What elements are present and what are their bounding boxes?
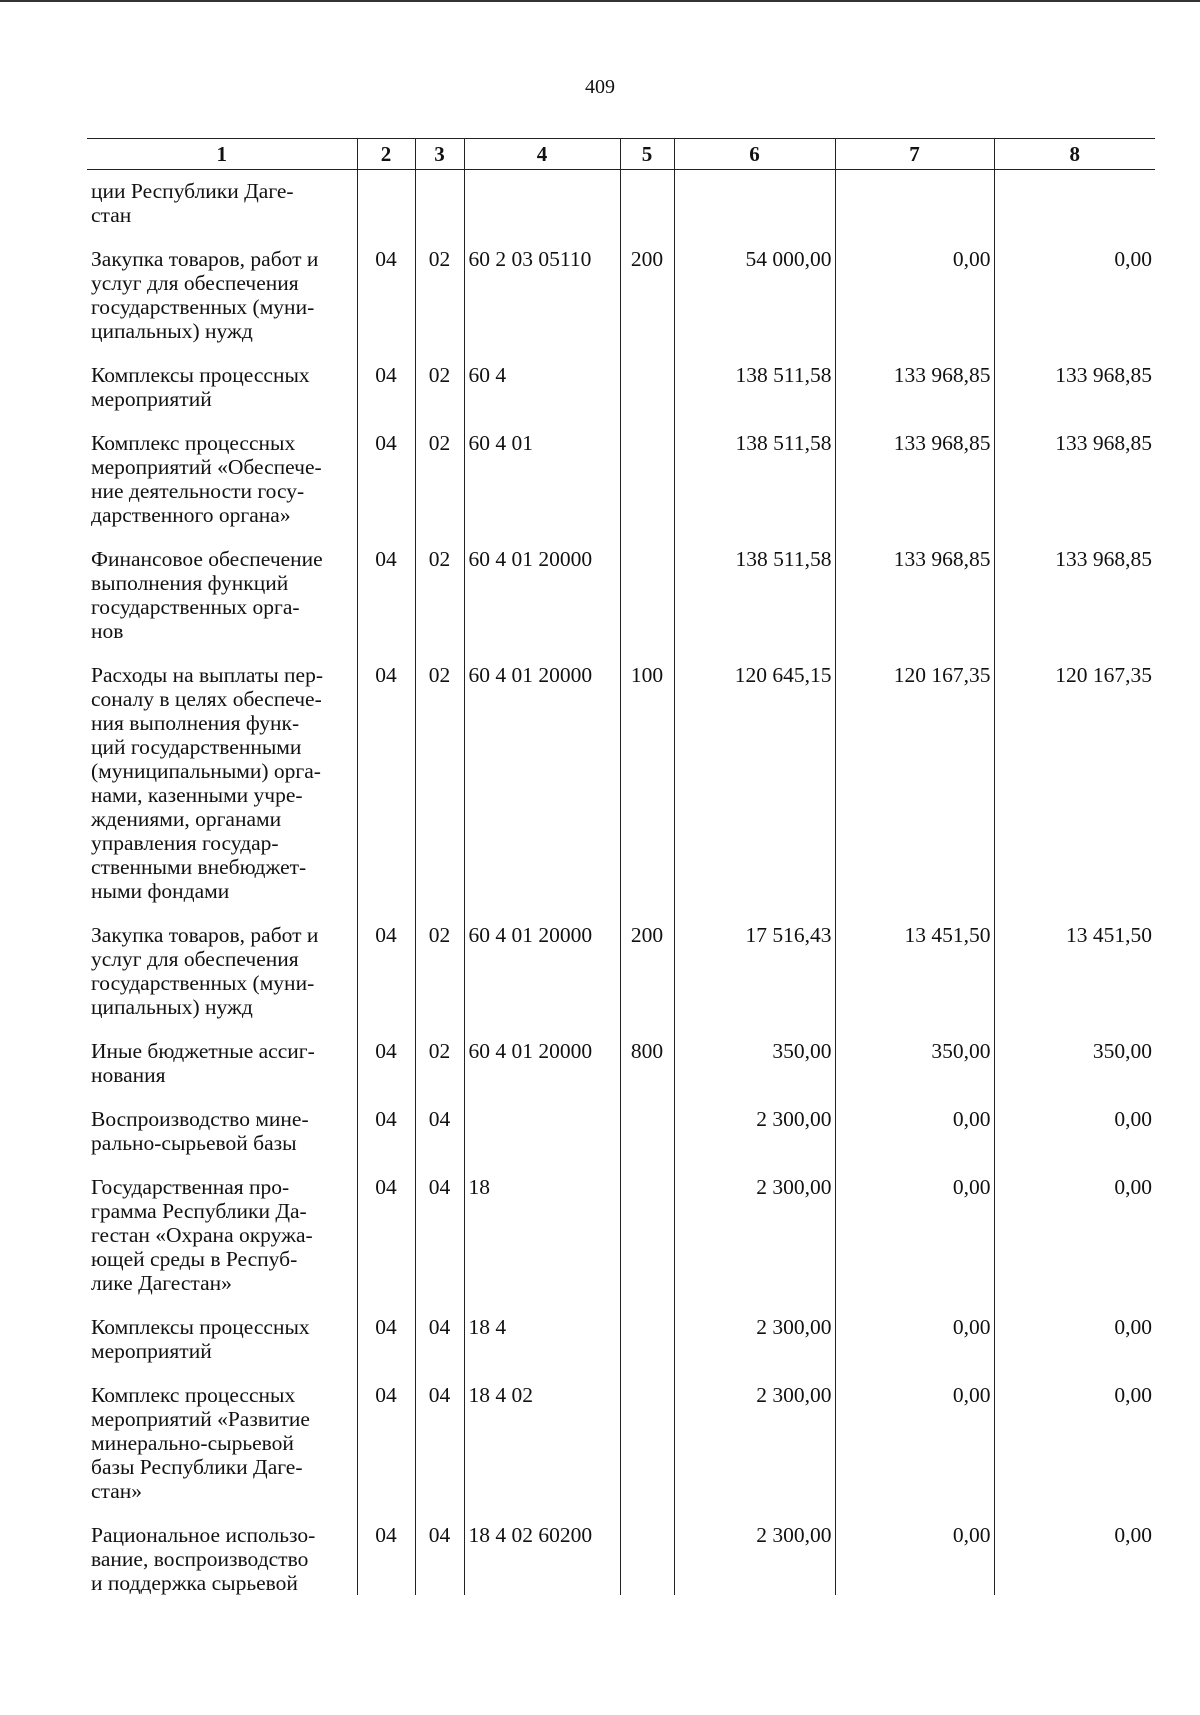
- page-top-edge: [0, 0, 1200, 2]
- cell-col2: 04: [357, 663, 415, 903]
- spacer-cell: [835, 643, 994, 663]
- cell-col6: 2 300,00: [674, 1175, 835, 1295]
- cell-col5: 800: [620, 1039, 674, 1087]
- row-spacer: [87, 343, 1155, 363]
- table-body: [87, 170, 1155, 1596]
- spacer-cell: [674, 903, 835, 923]
- cell-col8: 0,00: [994, 1175, 1155, 1295]
- spacer-cell: [994, 1295, 1155, 1315]
- spacer-cell: [415, 1087, 464, 1107]
- table-row: [87, 1383, 1155, 1503]
- cell-col2: 04: [357, 247, 415, 343]
- cell-col4: 18 4 02 60200: [464, 1523, 620, 1595]
- cell-name: Комплексы процессных мероприятий: [91, 1315, 310, 1363]
- cell-col3: 02: [415, 1039, 464, 1087]
- cell-col5: [620, 179, 674, 227]
- cell-name: Закупка товаров, работ и услуг для обеспечения государственных (муни- ципальных) нужд: [91, 923, 319, 1019]
- cell-name: Комплекс процессных мероприятий «Обеспече- ние деятельности госу- дарственного органа»: [91, 431, 322, 527]
- table-row: [87, 1039, 1155, 1087]
- spacer-cell: [87, 411, 357, 431]
- spacer-cell: [620, 227, 674, 247]
- cell-col2: 04: [357, 431, 415, 527]
- cell-col5: [620, 1175, 674, 1295]
- cell-col2: [357, 179, 415, 227]
- spacer-cell: [620, 1363, 674, 1383]
- row-spacer: [87, 903, 1155, 923]
- spacer-cell: [87, 1087, 357, 1107]
- spacer-cell: [994, 170, 1155, 180]
- spacer-cell: [620, 1087, 674, 1107]
- spacer-cell: [835, 1503, 994, 1523]
- page-number: 409: [585, 76, 615, 98]
- cell-col2: 04: [357, 1523, 415, 1595]
- cell-name: Государственная про- грамма Республики Да- гестан «Охрана окружа- ющей среды в Респуб- лике Дагестан»: [91, 1175, 313, 1295]
- spacer-cell: [835, 170, 994, 180]
- cell-col4: 60 4 01 20000: [464, 663, 620, 903]
- spacer-cell: [994, 1363, 1155, 1383]
- spacer-cell: [835, 1087, 994, 1107]
- table-row: [87, 547, 1155, 643]
- cell-col6: 2 300,00: [674, 1107, 835, 1155]
- cell-col4: 60 4 01: [464, 431, 620, 527]
- spacer-cell: [620, 1295, 674, 1315]
- cell-col7: 13 451,50: [835, 923, 994, 1019]
- table-row: [87, 663, 1155, 903]
- spacer-cell: [994, 1087, 1155, 1107]
- cell-col5: [620, 363, 674, 411]
- cell-col5: [620, 431, 674, 527]
- spacer-cell: [994, 1503, 1155, 1523]
- spacer-cell: [87, 903, 357, 923]
- cell-col2: 04: [357, 923, 415, 1019]
- spacer-cell: [674, 1155, 835, 1175]
- spacer-cell: [357, 1503, 415, 1523]
- cell-col4: 18: [464, 1175, 620, 1295]
- cell-col2: 04: [357, 1107, 415, 1155]
- spacer-cell: [87, 170, 357, 180]
- cell-col4: 18 4: [464, 1315, 620, 1363]
- spacer-cell: [835, 1155, 994, 1175]
- spacer-cell: [674, 527, 835, 547]
- spacer-cell: [620, 1155, 674, 1175]
- spacer-cell: [994, 411, 1155, 431]
- cell-col6: 138 511,58: [674, 431, 835, 527]
- spacer-cell: [464, 411, 620, 431]
- cell-col6: 138 511,58: [674, 547, 835, 643]
- row-spacer: [87, 1087, 1155, 1107]
- table-row: [87, 431, 1155, 527]
- spacer-cell: [994, 903, 1155, 923]
- cell-col6: [674, 179, 835, 227]
- row-spacer: [87, 1155, 1155, 1175]
- cell-col3: 02: [415, 247, 464, 343]
- table-row: [87, 363, 1155, 411]
- cell-col6: 2 300,00: [674, 1383, 835, 1503]
- cell-col3: 02: [415, 363, 464, 411]
- row-spacer: [87, 1503, 1155, 1523]
- spacer-cell: [464, 1363, 620, 1383]
- cell-col3: [415, 179, 464, 227]
- spacer-cell: [87, 1155, 357, 1175]
- table-row: [87, 1175, 1155, 1295]
- cell-col5: 200: [620, 247, 674, 343]
- column-header-2: 2: [357, 139, 415, 170]
- spacer-cell: [835, 1295, 994, 1315]
- spacer-cell: [835, 1363, 994, 1383]
- cell-col2: 04: [357, 363, 415, 411]
- table-row: [87, 1107, 1155, 1155]
- cell-col8: 0,00: [994, 1315, 1155, 1363]
- spacer-cell: [674, 1295, 835, 1315]
- row-spacer: [87, 227, 1155, 247]
- cell-col8: 0,00: [994, 1107, 1155, 1155]
- spacer-cell: [464, 343, 620, 363]
- cell-col2: 04: [357, 1315, 415, 1363]
- spacer-cell: [994, 527, 1155, 547]
- cell-col3: 04: [415, 1107, 464, 1155]
- cell-col7: 133 968,85: [835, 363, 994, 411]
- spacer-cell: [87, 1019, 357, 1039]
- cell-col6: 2 300,00: [674, 1315, 835, 1363]
- spacer-cell: [357, 1155, 415, 1175]
- spacer-cell: [835, 527, 994, 547]
- cell-col3: 04: [415, 1523, 464, 1595]
- spacer-cell: [620, 170, 674, 180]
- cell-col4: 60 4 01 20000: [464, 1039, 620, 1087]
- budget-table: [87, 138, 1155, 1595]
- column-header-7: 7: [835, 139, 994, 170]
- spacer-cell: [357, 1295, 415, 1315]
- column-header-5: 5: [620, 139, 674, 170]
- spacer-cell: [87, 227, 357, 247]
- spacer-cell: [415, 1155, 464, 1175]
- cell-col2: 04: [357, 1383, 415, 1503]
- cell-col8: 0,00: [994, 247, 1155, 343]
- spacer-cell: [620, 1503, 674, 1523]
- cell-col6: 2 300,00: [674, 1523, 835, 1595]
- cell-name: Комплексы процессных мероприятий: [91, 363, 310, 411]
- row-spacer: [87, 411, 1155, 431]
- spacer-cell: [994, 343, 1155, 363]
- spacer-cell: [464, 527, 620, 547]
- spacer-cell: [357, 643, 415, 663]
- cell-col7: 0,00: [835, 1383, 994, 1503]
- spacer-cell: [415, 1019, 464, 1039]
- cell-col5: 200: [620, 923, 674, 1019]
- spacer-cell: [87, 527, 357, 547]
- spacer-cell: [357, 343, 415, 363]
- spacer-cell: [835, 343, 994, 363]
- cell-name: Рациональное использо- вание, воспроизводство и поддержка сырьевой: [91, 1523, 316, 1595]
- cell-name: Иные бюджетные ассиг- нования: [91, 1039, 315, 1087]
- spacer-cell: [415, 227, 464, 247]
- spacer-cell: [415, 643, 464, 663]
- spacer-cell: [357, 1019, 415, 1039]
- cell-col2: 04: [357, 1039, 415, 1087]
- spacer-cell: [994, 1019, 1155, 1039]
- row-spacer: [87, 1363, 1155, 1383]
- cell-col3: 04: [415, 1315, 464, 1363]
- spacer-cell: [464, 227, 620, 247]
- spacer-cell: [674, 643, 835, 663]
- cell-col5: [620, 1315, 674, 1363]
- spacer-cell: [994, 1155, 1155, 1175]
- spacer-cell: [674, 1363, 835, 1383]
- spacer-cell: [674, 411, 835, 431]
- spacer-cell: [87, 643, 357, 663]
- cell-col7: 133 968,85: [835, 547, 994, 643]
- cell-col4: 60 4: [464, 363, 620, 411]
- cell-col4: [464, 179, 620, 227]
- spacer-cell: [357, 227, 415, 247]
- cell-col7: 0,00: [835, 1175, 994, 1295]
- spacer-cell: [415, 1295, 464, 1315]
- cell-col2: 04: [357, 547, 415, 643]
- table-row: [87, 1315, 1155, 1363]
- cell-col5: [620, 1523, 674, 1595]
- spacer-cell: [994, 643, 1155, 663]
- spacer-cell: [415, 411, 464, 431]
- cell-name: Расходы на выплаты пер- соналу в целях обеспече- ния выполнения функ- ций государственными (муниципальными) орга- нами, казенными учре- ждениями, органами управления государ- ственными внебюджет- ными фондами: [91, 663, 323, 903]
- spacer-cell: [464, 1087, 620, 1107]
- cell-col8: 133 968,85: [994, 547, 1155, 643]
- spacer-cell: [357, 527, 415, 547]
- row-spacer: [87, 643, 1155, 663]
- cell-col6: 350,00: [674, 1039, 835, 1087]
- spacer-cell: [835, 227, 994, 247]
- spacer-cell: [674, 1503, 835, 1523]
- cell-col5: [620, 1383, 674, 1503]
- cell-col6: 138 511,58: [674, 363, 835, 411]
- cell-col4: [464, 1107, 620, 1155]
- cell-col4: 60 4 01 20000: [464, 923, 620, 1019]
- cell-col8: [994, 179, 1155, 227]
- spacer-cell: [415, 1363, 464, 1383]
- column-header-1: 1: [87, 139, 357, 170]
- cell-col6: 54 000,00: [674, 247, 835, 343]
- cell-col7: 133 968,85: [835, 431, 994, 527]
- spacer-cell: [464, 903, 620, 923]
- cell-col6: 120 645,15: [674, 663, 835, 903]
- cell-col8: 0,00: [994, 1523, 1155, 1595]
- row-spacer: [87, 527, 1155, 547]
- cell-col7: 350,00: [835, 1039, 994, 1087]
- spacer-cell: [835, 411, 994, 431]
- spacer-cell: [620, 1019, 674, 1039]
- spacer-cell: [674, 227, 835, 247]
- spacer-cell: [835, 1019, 994, 1039]
- spacer-cell: [620, 527, 674, 547]
- spacer-cell: [87, 1295, 357, 1315]
- row-spacer: [87, 1019, 1155, 1039]
- spacer-cell: [464, 1503, 620, 1523]
- spacer-cell: [357, 170, 415, 180]
- column-header-3: 3: [415, 139, 464, 170]
- spacer-cell: [674, 1087, 835, 1107]
- cell-name: Закупка товаров, работ и услуг для обеспечения государственных (муни- ципальных) нужд: [91, 247, 319, 343]
- cell-col7: 0,00: [835, 247, 994, 343]
- spacer-cell: [464, 643, 620, 663]
- spacer-cell: [620, 343, 674, 363]
- spacer-cell: [415, 170, 464, 180]
- cell-col4: 18 4 02: [464, 1383, 620, 1503]
- cell-col3: 04: [415, 1175, 464, 1295]
- column-header-6: 6: [674, 139, 835, 170]
- table-row: [87, 1523, 1155, 1595]
- spacer-cell: [357, 1363, 415, 1383]
- spacer-cell: [620, 903, 674, 923]
- spacer-cell: [415, 1503, 464, 1523]
- spacer-cell: [674, 343, 835, 363]
- cell-col7: 120 167,35: [835, 663, 994, 903]
- table-header-row: [87, 139, 1155, 170]
- table-row: [87, 179, 1155, 227]
- spacer-cell: [835, 903, 994, 923]
- table-row: [87, 923, 1155, 1019]
- cell-name: ции Республики Даге- стан: [91, 179, 294, 227]
- cell-col8: 120 167,35: [994, 663, 1155, 903]
- spacer-cell: [464, 1295, 620, 1315]
- cell-col4: 60 2 03 05110: [464, 247, 620, 343]
- cell-col8: 0,00: [994, 1383, 1155, 1503]
- column-header-8: 8: [994, 139, 1155, 170]
- table-row: [87, 247, 1155, 343]
- row-spacer: [87, 1295, 1155, 1315]
- cell-col8: 133 968,85: [994, 431, 1155, 527]
- cell-col7: [835, 179, 994, 227]
- spacer-cell: [464, 170, 620, 180]
- cell-col6: 17 516,43: [674, 923, 835, 1019]
- spacer-cell: [620, 411, 674, 431]
- spacer-cell: [87, 1363, 357, 1383]
- cell-col7: 0,00: [835, 1315, 994, 1363]
- row-spacer: [87, 170, 1155, 180]
- cell-col8: 13 451,50: [994, 923, 1155, 1019]
- cell-col3: 02: [415, 547, 464, 643]
- spacer-cell: [464, 1019, 620, 1039]
- spacer-cell: [620, 643, 674, 663]
- cell-col5: [620, 547, 674, 643]
- cell-name: Комплекс процессных мероприятий «Развитие минерально-сырьевой базы Республики Даге- стан»: [91, 1383, 310, 1503]
- column-header-4: 4: [464, 139, 620, 170]
- spacer-cell: [87, 343, 357, 363]
- cell-col4: 60 4 01 20000: [464, 547, 620, 643]
- spacer-cell: [357, 1087, 415, 1107]
- cell-col8: 350,00: [994, 1039, 1155, 1087]
- cell-name: Финансовое обеспечение выполнения функций государственных орга- нов: [91, 547, 323, 643]
- spacer-cell: [87, 1503, 357, 1523]
- cell-col5: [620, 1107, 674, 1155]
- cell-name: Воспроизводство мине- рально-сырьевой базы: [91, 1107, 309, 1155]
- spacer-cell: [464, 1155, 620, 1175]
- cell-col5: 100: [620, 663, 674, 903]
- cell-col8: 133 968,85: [994, 363, 1155, 411]
- spacer-cell: [415, 903, 464, 923]
- spacer-cell: [415, 527, 464, 547]
- cell-col7: 0,00: [835, 1107, 994, 1155]
- cell-col3: 02: [415, 923, 464, 1019]
- cell-col3: 04: [415, 1383, 464, 1503]
- cell-col7: 0,00: [835, 1523, 994, 1595]
- cell-col3: 02: [415, 663, 464, 903]
- cell-col2: 04: [357, 1175, 415, 1295]
- spacer-cell: [357, 903, 415, 923]
- spacer-cell: [415, 343, 464, 363]
- spacer-cell: [994, 227, 1155, 247]
- spacer-cell: [357, 411, 415, 431]
- spacer-cell: [674, 170, 835, 180]
- cell-col3: 02: [415, 431, 464, 527]
- spacer-cell: [674, 1019, 835, 1039]
